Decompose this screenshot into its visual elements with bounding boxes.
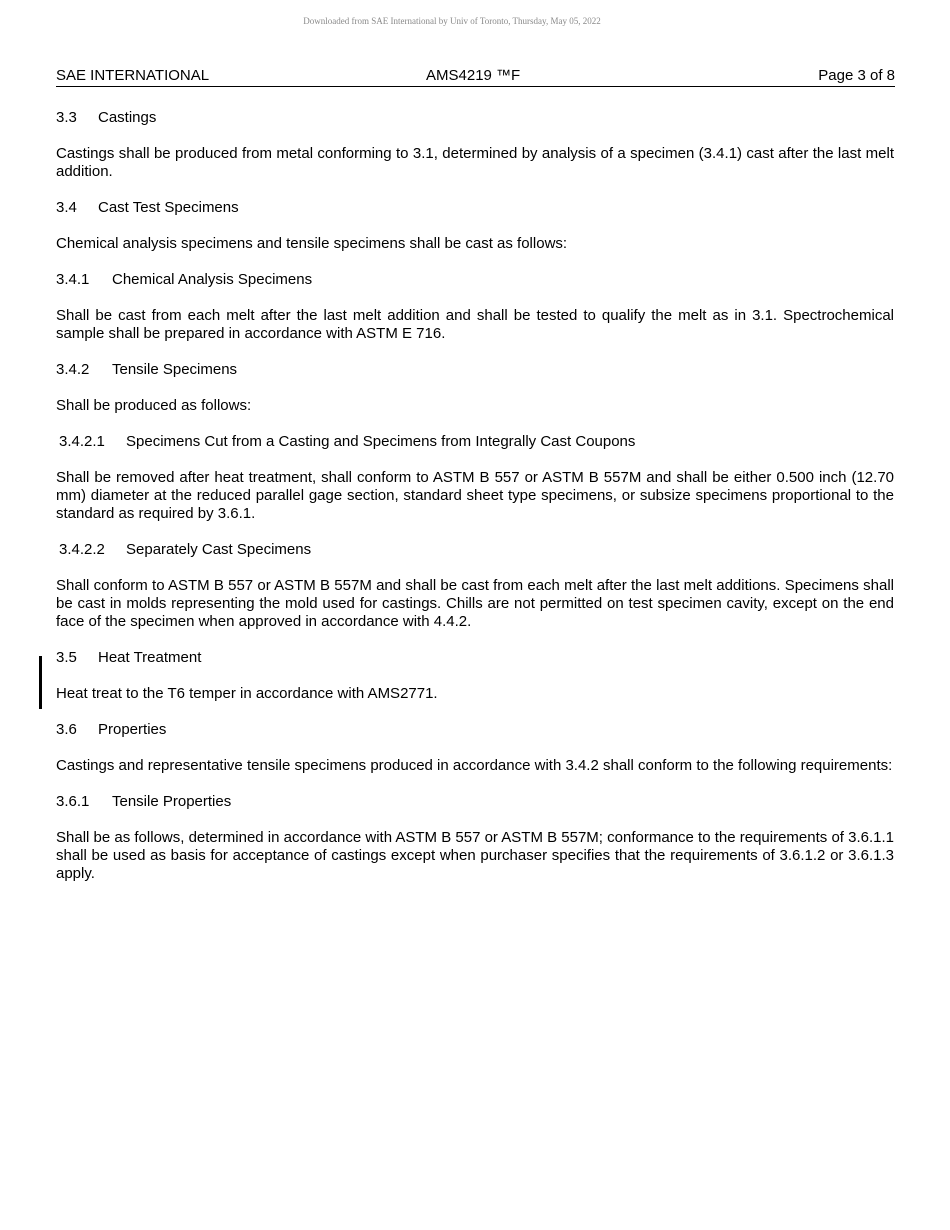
section-number: 3.6.1 [56, 793, 90, 810]
section-number: 3.4.2.2 [59, 541, 105, 558]
section-heading-3-4-2 [56, 361, 894, 379]
download-watermark: Downloaded from SAE International by Univ of Toronto, Thursday, May 05, 2022 [303, 16, 601, 26]
section-title: Castings [98, 109, 157, 126]
header-page-number: Page 3 of 8 [818, 67, 895, 84]
section-text-3-6: Castings and representative tensile specimens produced in accordance with 3.4.2 shall conform to the following requirements: [56, 757, 893, 774]
section-heading-3-5 [56, 649, 894, 667]
section-number: 3.5 [56, 649, 77, 666]
section-title: Cast Test Specimens [98, 199, 239, 216]
section-number: 3.4.2.1 [59, 433, 105, 450]
section-number: 3.4 [56, 199, 77, 216]
section-heading-3-4-1 [56, 271, 894, 289]
section-number: 3.4.2 [56, 361, 90, 378]
section-text-3-4-2-2: Shall conform to ASTM B 557 or ASTM B 557M and shall be cast from each melt after the last melt additions. Specimens shall be cast in molds representing the mold used for castings. Chills are not permitted on test specimen cavity, except on the end face of the specimen when approved in accordance with 4.4.2. [56, 577, 894, 630]
page-header [56, 67, 895, 87]
section-title: Specimens Cut from a Casting and Specimens from Integrally Cast Coupons [126, 433, 636, 450]
header-organization: SAE INTERNATIONAL [56, 67, 210, 84]
section-text-3-4-2: Shall be produced as follows: [56, 397, 252, 414]
section-heading-3-3 [56, 109, 894, 127]
section-heading-3-6 [56, 721, 894, 739]
section-number: 3.4.1 [56, 271, 90, 288]
section-title: Tensile Properties [112, 793, 232, 810]
document-body [56, 109, 894, 883]
section-heading-3-4 [56, 199, 894, 217]
section-text-3-6-1: Shall be as follows, determined in accordance with ASTM B 557 or ASTM B 557M; conformance to the requirements of 3.6.1.1 shall be used as basis for acceptance of castings except when purchaser specifies that the requirements of 3.6.1.2 or 3.6.1.3 apply. [56, 829, 894, 882]
section-text-3-5: Heat treat to the T6 temper in accordance with AMS2771. [56, 685, 438, 702]
section-text-3-3: Castings shall be produced from metal conforming to 3.1, determined by analysis of a specimen (3.4.1) cast after the last melt addition. [56, 145, 894, 180]
section-number: 3.3 [56, 109, 77, 126]
section-title: Separately Cast Specimens [126, 541, 312, 558]
header-document-id: AMS4219 ™F [426, 67, 521, 84]
section-number: 3.6 [56, 721, 77, 738]
section-title: Heat Treatment [98, 649, 202, 666]
section-title: Chemical Analysis Specimens [112, 271, 313, 288]
section-heading-3-4-2-1 [56, 433, 894, 451]
section-heading-3-4-2-2 [56, 541, 894, 559]
section-title: Properties [98, 721, 167, 738]
revision-change-bar [39, 656, 42, 709]
section-title: Tensile Specimens [112, 361, 238, 378]
section-text-3-4-2-1: Shall be removed after heat treatment, shall conform to ASTM B 557 or ASTM B 557M and shall be either 0.500 inch (12.70 mm) diameter at the reduced parallel gage section, standard sheet type specimens, or subsize specimens proportional to the standard as required by 3.6.1. [56, 469, 894, 522]
section-text-3-4-1: Shall be cast from each melt after the last melt addition and shall be tested to qualify the melt as in 3.1. Spectrochemical sample shall be prepared in accordance with ASTM E 716. [56, 307, 894, 342]
section-heading-3-6-1 [56, 793, 894, 811]
section-text-3-4: Chemical analysis specimens and tensile specimens shall be cast as follows: [56, 235, 568, 252]
